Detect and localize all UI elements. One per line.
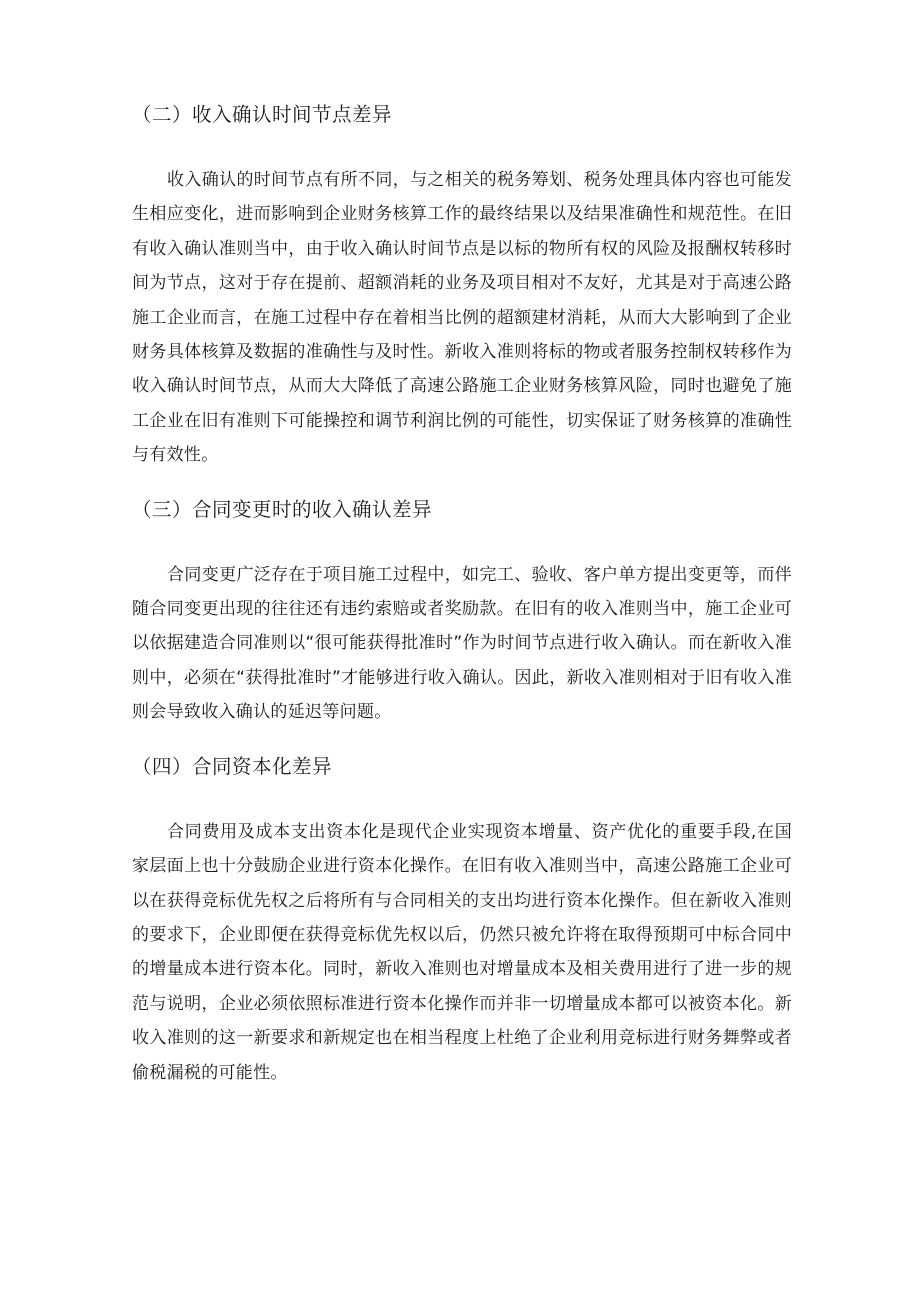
- document-page: [132, 100, 792, 1090]
- paragraph-contract-capitalization: 合同费用及成本支出资本化是现代企业实现资本增量、资产优化的重要手段,在国家层面上也十分鼓励企业进行资本化操作。在旧有收入准则当中，高速公路施工企业可以在获得竞标优先权之后将所有与合同相关的支出均进行资本化操作。但在新收入准则的要求下，企业即便在获得竞标优先权以后，仍然只被允许将在取得预期可中标合同中的增量成本进行资本化。同时，新收入准则也对增量成本及相关费用进行了进一步的规范与说明，企业必须依照标准进行资本化操作而并非一切增量成本都可以被资本化。新收入准则的这一新要求和新规定也在相当程度上杜绝了企业利用竞标进行财务舞弊或者偷税漏税的可能性。: [132, 821, 792, 1083]
- section-heading-revenue-timing: （二）收入确认时间节点差异: [132, 103, 393, 126]
- section-heading-contract-capitalization: （四）合同资本化差异: [132, 754, 333, 778]
- paragraph-contract-change: 合同变更广泛存在于项目施工过程中，如完工、验收、客户单方提出变更等，而伴随合同变更出现的往往还有违约索赔或者奖励款。在旧有的收入准则当中，施工企业可以依据建造合同准则以“很可能获得批准时”作为时间节点进行收入确认。而在新收入准则中，必须在“获得批准时”才能够进行收入确认。因此，新收入准则相对于旧有收入准则会导致收入确认的延迟等问题。: [132, 564, 792, 723]
- section-heading-contract-change: （三）合同变更时的收入确认差异: [132, 497, 433, 521]
- paragraph-revenue-timing: 收入确认的时间节点有所不同，与之相关的税务筹划、税务处理具体内容也可能发生相应变化，进而影响到企业财务核算工作的最终结果以及结果准确性和规范性。在旧有收入确认准则当中，由于收入确认时间节点是以标的物所有权的风险及报酬权转移时间为节点，这对于存在提前、超额消耗的业务及项目相对不友好，尤其是对于高速公路施工企业而言，在施工过程中存在着相当比例的超额建材消耗，从而大大影响到了企业财务具体核算及数据的准确性与及时性。新收入准则将标的物或者服务控制权转移作为收入确认时间节点，从而大大降低了高速公路施工企业财务核算风险，同时也避免了施工企业在旧有准则下可能操控和调节利润比例的可能性，切实保证了财务核算的准确性与有效性。: [132, 170, 792, 466]
